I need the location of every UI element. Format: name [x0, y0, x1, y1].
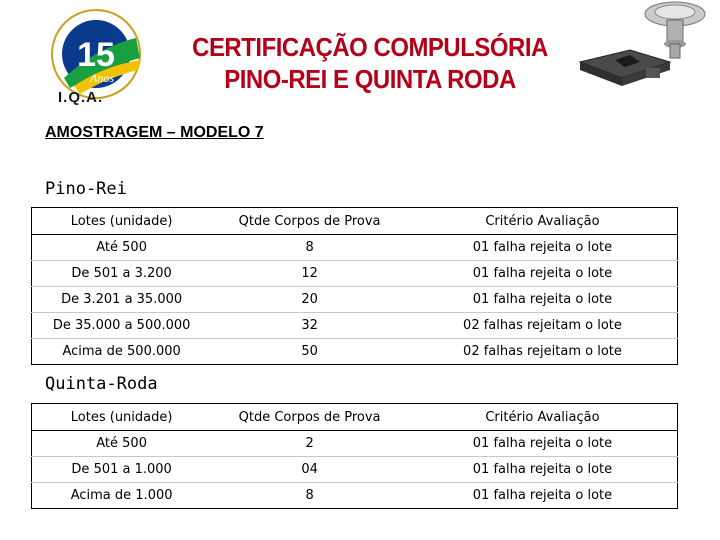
cell-qtde: 32 — [211, 313, 408, 339]
column-header-lotes: Lotes (unidade) — [32, 208, 212, 235]
svg-text:15: 15 — [77, 36, 115, 74]
cell-criterio: 02 falhas rejeitam o lote — [408, 313, 678, 339]
column-header-criterio: Critério Avaliação — [408, 208, 678, 235]
cell-criterio: 01 falha rejeita o lote — [408, 235, 678, 261]
fifth-wheel-image — [580, 50, 670, 86]
table-row — [32, 457, 678, 483]
table-row — [32, 339, 678, 365]
table-row — [32, 313, 678, 339]
cell-lotes: De 3.201 a 35.000 — [32, 287, 212, 313]
table-row — [32, 431, 678, 457]
cell-criterio: 01 falha rejeita o lote — [408, 483, 678, 509]
cell-lotes: De 501 a 1.000 — [32, 457, 212, 483]
cell-lotes: Acima de 1.000 — [32, 483, 212, 509]
column-header-qtde: Qtde Corpos de Prova — [211, 404, 408, 431]
cell-qtde: 8 — [211, 483, 408, 509]
cell-qtde: 50 — [211, 339, 408, 365]
table-row — [32, 287, 678, 313]
cell-lotes: De 501 a 3.200 — [32, 261, 212, 287]
sampling-model-title: AMOSTRAGEM – MODELO 7 — [45, 124, 264, 141]
table-row — [32, 261, 678, 287]
page-title-line1: CERTIFICAÇÃO COMPULSÓRIA — [192, 32, 548, 62]
cell-criterio: 01 falha rejeita o lote — [408, 431, 678, 457]
table-row — [32, 483, 678, 509]
iqa-15-anos-logo — [44, 8, 152, 100]
section-title-pino-rei: Pino-Rei — [45, 179, 127, 199]
cell-lotes: Acima de 500.000 — [32, 339, 212, 365]
cell-qtde: 20 — [211, 287, 408, 313]
table-header-row — [32, 208, 678, 235]
product-images — [560, 0, 720, 100]
cell-lotes: Até 500 — [32, 431, 212, 457]
column-header-criterio: Critério Avaliação — [408, 404, 678, 431]
cell-criterio: 01 falha rejeita o lote — [408, 457, 678, 483]
cell-qtde: 8 — [211, 235, 408, 261]
column-header-qtde: Qtde Corpos de Prova — [211, 208, 408, 235]
cell-criterio: 01 falha rejeita o lote — [408, 261, 678, 287]
cell-qtde: 04 — [211, 457, 408, 483]
cell-criterio: 01 falha rejeita o lote — [408, 287, 678, 313]
cell-lotes: De 35.000 a 500.000 — [32, 313, 212, 339]
column-header-lotes: Lotes (unidade) — [32, 404, 212, 431]
cell-qtde: 2 — [211, 431, 408, 457]
table-header-row — [32, 404, 678, 431]
cell-criterio: 02 falhas rejeitam o lote — [408, 339, 678, 365]
pino-rei-sampling-table — [31, 207, 678, 365]
svg-text:Anos: Anos — [90, 71, 114, 85]
cell-qtde: 12 — [211, 261, 408, 287]
page-title-line2: PINO-REI E QUINTA RODA — [224, 64, 516, 94]
cell-lotes: Até 500 — [32, 235, 212, 261]
quinta-roda-sampling-table — [31, 403, 678, 509]
logo-org-name: I.Q.A. — [58, 89, 104, 106]
king-pin-image — [645, 2, 705, 58]
table-row — [32, 235, 678, 261]
section-title-quinta-roda: Quinta-Roda — [45, 374, 158, 394]
